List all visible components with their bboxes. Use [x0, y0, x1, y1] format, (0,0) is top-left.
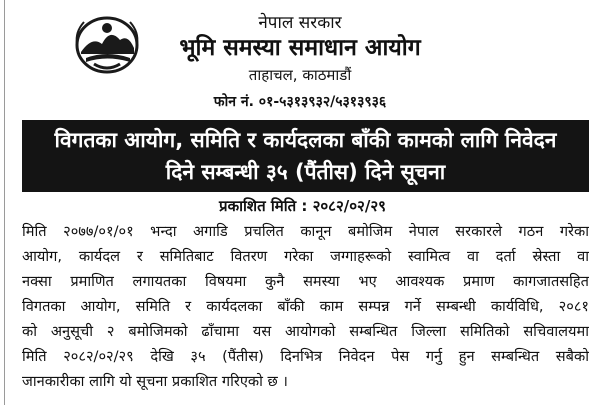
notice-body	[22, 219, 589, 394]
phone-number: फोन नं. ०१-५३१३९३२/५३१३९३६	[213, 94, 387, 110]
notice-title-line-2: दिने सम्बन्धी ३५ (पैंतीस) दिने सूचना	[165, 160, 446, 184]
body-line: नक्सा प्रमाणित लगायतका विषयमा कुनै समस्या भए आवश्यक प्रमाण कागजातसहित	[22, 273, 589, 290]
letterhead	[150, 4, 450, 112]
body-line: विगतका आयोग, समिति र कार्यदलका बाँकी काम सम्पन्न गर्ने सम्बन्धी कार्यविधि, २०८१	[22, 298, 589, 315]
government-name: नेपाल सरकार	[258, 13, 342, 33]
body-line: जानकारीका लागि यो सूचना प्रकाशित गरिएको छ ।	[22, 373, 288, 390]
notice-title-banner	[22, 120, 589, 192]
commission-name: भूमि समस्या समाधान आयोग	[179, 35, 421, 61]
body-line: आयोग, कार्यदल र समितिबाट वितरण गरेका जग्गाहरूको स्वामित्व वा दर्ता स्रेस्ता वा	[22, 248, 589, 265]
nepal-government-emblem-icon	[72, 14, 142, 76]
body-line: को अनुसूची २ बमोजिमको ढाँचामा यस आयोगको सम्बन्धित जिल्ला समितिको सचिवालयमा	[22, 323, 589, 340]
office-address: ताहाचल, काठमाडौं	[248, 66, 352, 84]
body-line: मिति २०७७/०१/०१ भन्दा अगाडि प्रचलित कानून बमोजिम नेपाल सरकारले गठन गरेका	[22, 223, 589, 240]
notice-title-line-1: विगतका आयोग, समिति र कार्यदलका बाँकी कामको लागि निवेदन	[54, 128, 557, 152]
published-date: प्रकाशित मिति : २०८२/०२/२९	[219, 197, 386, 215]
body-line: मिति २०८२/०२/२९ देखि ३५ (पैंतीस) दिनभित्र निवेदन पेस गर्नु हुन सम्बन्धित सबैको	[22, 348, 589, 365]
